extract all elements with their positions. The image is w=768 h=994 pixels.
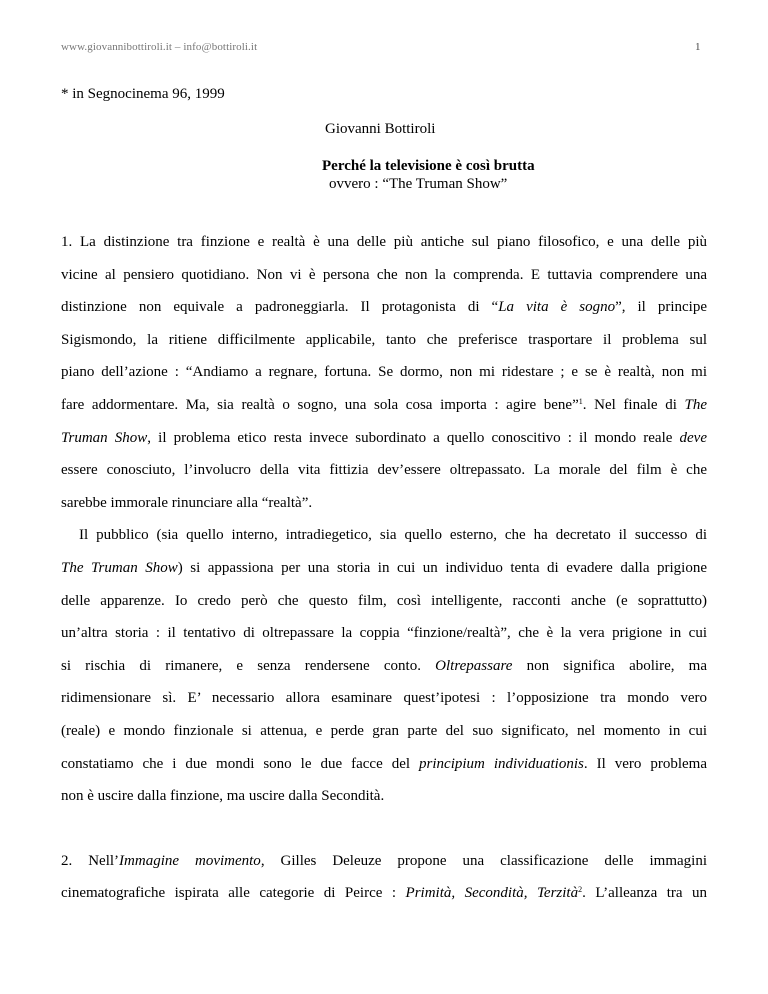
italic-title: Immagine movimento	[119, 852, 261, 869]
italic-term: Primità, Secondità, Terzità	[405, 885, 579, 902]
article-title: Perché la televisione è così brutta	[322, 158, 535, 174]
text-run: fare addormentare. Ma, sia realtà o sogno, una sola cosa importa : agire bene”	[61, 396, 579, 413]
publication-note: * in Segnocinema 96, 1999	[61, 86, 225, 102]
text-line	[61, 845, 707, 878]
text-run: si rischia di rimanere, e senza rendersene conto.	[61, 657, 421, 674]
text-line: 1. La distinzione tra finzione e realtà è una delle più antiche sul piano filosofico, e una delle più	[61, 234, 707, 250]
italic-title: The	[684, 396, 708, 413]
paragraph-2	[61, 519, 707, 812]
italic-title: The Truman Show	[61, 559, 178, 576]
text-line: (reale) e mondo finzionale si attenua, e perde gran parte del suo significato, nel momento in cui	[61, 722, 707, 739]
italic-title: La vita è sogno	[498, 299, 616, 316]
text-line: Il pubblico (sia quello interno, intradiegetico, sia quello esterno, che ha decretato il successo di	[79, 527, 707, 544]
text-run: non significa abolire, ma	[526, 657, 708, 674]
text-run: ”, il principe	[615, 299, 707, 316]
text-line	[61, 422, 707, 455]
page-number: 1	[695, 41, 701, 53]
text-run: distinzione non equivale a padroneggiarla. Il protagonista di “	[61, 299, 499, 316]
text-run: , il problema etico resta invece subordinato a quello conoscitivo : il mondo reale	[147, 429, 673, 446]
text-run: . Nel finale di	[582, 396, 677, 413]
text-line: non è uscire dalla finzione, ma uscire dalla Secondità.	[61, 788, 385, 805]
paragraph-3	[61, 845, 707, 910]
running-header: www.giovannibottiroli.it – info@bottiroli.it	[61, 41, 258, 53]
text-line: delle apparenze. Io credo però che questo film, così intelligente, racconti anche (e soprattutto)	[61, 592, 707, 609]
article-subtitle: ovvero : “The Truman Show”	[329, 176, 508, 192]
italic-word: Oltrepassare	[435, 657, 513, 674]
text-line: un’altra storia : il tentativo di oltrepassare la coppia “finzione/realtà”, che è la vera prigione in cui	[61, 625, 707, 642]
italic-word: deve	[679, 429, 707, 446]
footnote-ref: 1	[578, 396, 583, 406]
paragraph-1	[61, 226, 707, 519]
text-line: piano dell’azione : “Andiamo a regnare, fortuna. Se dormo, non mi ridestare ; e se è realtà, non mi	[61, 364, 707, 381]
text-run: cinematografiche ispirata alle categorie di Peirce :	[61, 885, 397, 902]
text-line	[61, 748, 707, 781]
text-run: , Gilles Deleuze propone una classificazione delle immagini	[260, 852, 707, 869]
footnote-ref: 2	[578, 885, 583, 895]
text-run: . L’alleanza tra un	[582, 885, 708, 902]
text-run: constatiamo che i due mondi sono le due facce del	[61, 755, 411, 772]
author-name: Giovanni Bottiroli	[325, 121, 436, 137]
text-line: ridimensionare sì. E’ necessario allora esaminare quest’ipotesi : l’opposizione tra mondo vero	[61, 690, 707, 707]
text-line: Sigismondo, la ritiene difficilmente applicabile, tanto che preferisce trasportare il problema sul	[61, 331, 707, 348]
text-run: . Il vero problema	[583, 755, 707, 772]
article-body	[61, 226, 707, 910]
italic-title: Truman Show	[61, 429, 148, 446]
text-line	[61, 877, 707, 910]
text-line	[61, 552, 707, 585]
text-line: vicine al pensiero quotidiano. Non vi è persona che non la comprenda. E tuttavia comprendere una	[61, 266, 707, 283]
text-run: ) si appassiona per una storia in cui un individuo tenta di evadere dalla prigione	[177, 559, 707, 576]
italic-term: principium individuationis	[419, 755, 584, 772]
text-line	[61, 650, 707, 683]
text-run: 2. Nell’	[61, 852, 120, 869]
text-line	[61, 389, 707, 422]
text-line: sarebbe immorale rinunciare alla “realtà”.	[61, 494, 313, 511]
text-line	[61, 291, 707, 324]
text-line: essere conosciuto, l’involucro della vita fittizia dev’essere oltrepassato. La morale del film è che	[61, 462, 707, 479]
